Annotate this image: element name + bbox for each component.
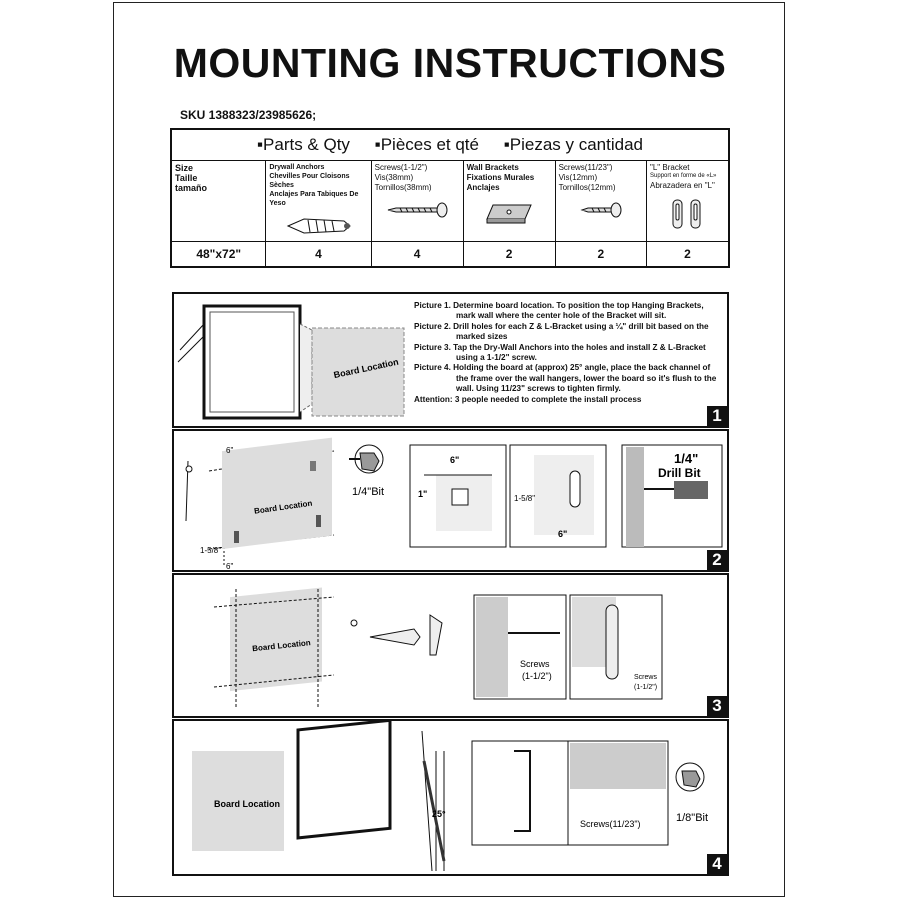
- screws-small-label: Screws: [634, 674, 657, 681]
- step-3-number: 3: [707, 696, 727, 716]
- step-4-number: 4: [707, 854, 727, 874]
- board-location-label-2: Board Location: [253, 498, 313, 516]
- drill-bit-size: 1/4": [674, 451, 699, 466]
- l-bracket-es: Abrazadera en "L": [650, 181, 715, 191]
- brackets-en: Wall Brackets: [466, 163, 519, 173]
- dim-158: 1-5/8": [514, 494, 536, 503]
- dim-6: 6": [450, 455, 460, 465]
- instruction-attention: Attention: 3 people needed to complete the install process: [414, 394, 642, 404]
- sku-label: SKU 1388323/23985626;: [180, 108, 317, 122]
- angle-label: 25°: [432, 809, 446, 819]
- qty-small-screws: 2: [555, 241, 646, 267]
- parts-cell-size: [171, 161, 266, 242]
- parts-cell-small-screws: [555, 161, 646, 242]
- step-3-illustration: [174, 575, 729, 718]
- step-1-illustration: [174, 294, 414, 424]
- parts-header-fr: ▪Pièces et qté: [374, 135, 479, 155]
- drill-bit-label: Drill Bit: [658, 466, 701, 480]
- board-location-label-1: Board Location: [332, 356, 400, 381]
- step-1-instructions: [414, 301, 724, 405]
- l-bracket-icon: [663, 196, 713, 232]
- l-bracket-en: "L" Bracket: [650, 163, 690, 173]
- instruction-picture-3: Picture 3. Tap the Dry-Wall Anchors into the holes and install Z & L-Bracket using a 1-1/2" screw.: [414, 342, 706, 363]
- parts-table: [170, 128, 730, 268]
- board-location-label-4: Board Location: [214, 799, 281, 809]
- small-screw-icon: [576, 199, 626, 221]
- step-3-panel: [172, 573, 729, 718]
- qty-size: 48"x72": [171, 241, 266, 267]
- screws-label-3: Screws: [520, 659, 550, 669]
- step-2-panel: [172, 429, 729, 572]
- dim-side-6: 6": [226, 446, 234, 455]
- parts-qty-row: [171, 241, 729, 267]
- parts-header-en: ▪Parts & Qty: [257, 135, 350, 155]
- step-4-panel: [172, 719, 729, 876]
- dim-side-6b: 6": [226, 562, 234, 571]
- brackets-fr: Fixations Murales: [466, 173, 535, 183]
- qty-anchors: 4: [266, 241, 371, 267]
- bit-label-4: 1/8"Bit: [676, 812, 709, 824]
- page-title: MOUNTING INSTRUCTIONS: [173, 40, 727, 86]
- instruction-picture-2: Picture 2. Drill holes for each Z & L-Bracket using a ¼" drill bit based on the marked sizes: [414, 321, 709, 342]
- parts-cell-screws: [371, 161, 463, 242]
- step-1-number: 1: [707, 406, 727, 426]
- screws-small-size: (1-1/2"): [634, 684, 658, 691]
- anchors-en: Drywall Anchors: [269, 164, 325, 172]
- size-en: Size: [175, 163, 194, 174]
- qty-screws: 4: [371, 241, 463, 267]
- screws-label-4: Screws(11/23"): [580, 819, 641, 829]
- l-bracket-fr: Support en forme de «L»: [650, 173, 717, 180]
- parts-cell-anchors: [266, 161, 371, 242]
- screws-es: Tornillos(38mm): [374, 183, 432, 193]
- brackets-es: Anclajes: [466, 183, 500, 193]
- dim-6b: 6": [558, 529, 568, 539]
- instruction-picture-4: Picture 4. Holding the board at (approx) 25° angle, place the back channel of the frame over the wall hangers, lower the board so it's flush to the wall. Using 11/23" screws to tighten firmly.: [414, 363, 717, 394]
- instruction-picture-1: Picture 1. Determine board location. To position the top Hanging Brackets, mark wall where the center hole of the Bracket will sit.: [414, 301, 704, 321]
- parts-header: [171, 129, 729, 161]
- step-4-illustration: [174, 721, 729, 876]
- screws-en: Screws(1-1/2"): [374, 163, 428, 173]
- drywall-anchor-icon: [284, 214, 354, 238]
- dim-side-158: 1-5/8": [200, 546, 222, 555]
- bit-label-2: 1/4"Bit: [352, 486, 385, 498]
- anchors-fr: Chevilles Pour Cloisons Sèches: [269, 173, 350, 190]
- small-screws-en: Screws(11/23"): [558, 163, 613, 173]
- dim-1: 1": [418, 489, 428, 499]
- qty-brackets: 2: [463, 241, 555, 267]
- parts-header-es: ▪Piezas y cantidad: [503, 135, 643, 155]
- step-1-panel: [172, 292, 729, 428]
- small-screws-fr: Vis(12mm): [558, 173, 598, 183]
- qty-l-bracket: 2: [647, 241, 729, 267]
- parts-cell-l-bracket: [647, 161, 729, 242]
- screw-icon: [382, 199, 452, 221]
- size-fr: Taille: [175, 173, 198, 184]
- anchors-es: Anclajes Para Tabiques De Yeso: [269, 191, 359, 208]
- screws-size-3: (1-1/2"): [522, 671, 552, 681]
- step-2-illustration: [174, 431, 729, 572]
- size-es: tamaño: [175, 183, 208, 194]
- screws-fr: Vis(38mm): [374, 173, 414, 183]
- board-location-label-3: Board Location: [251, 638, 312, 654]
- step-2-number: 2: [707, 550, 727, 570]
- parts-cell-brackets: [463, 161, 555, 242]
- wall-bracket-icon: [479, 199, 539, 225]
- parts-header-row: [171, 129, 729, 161]
- parts-items-row: [171, 161, 729, 242]
- small-screws-es: Tornillos(12mm): [558, 183, 616, 193]
